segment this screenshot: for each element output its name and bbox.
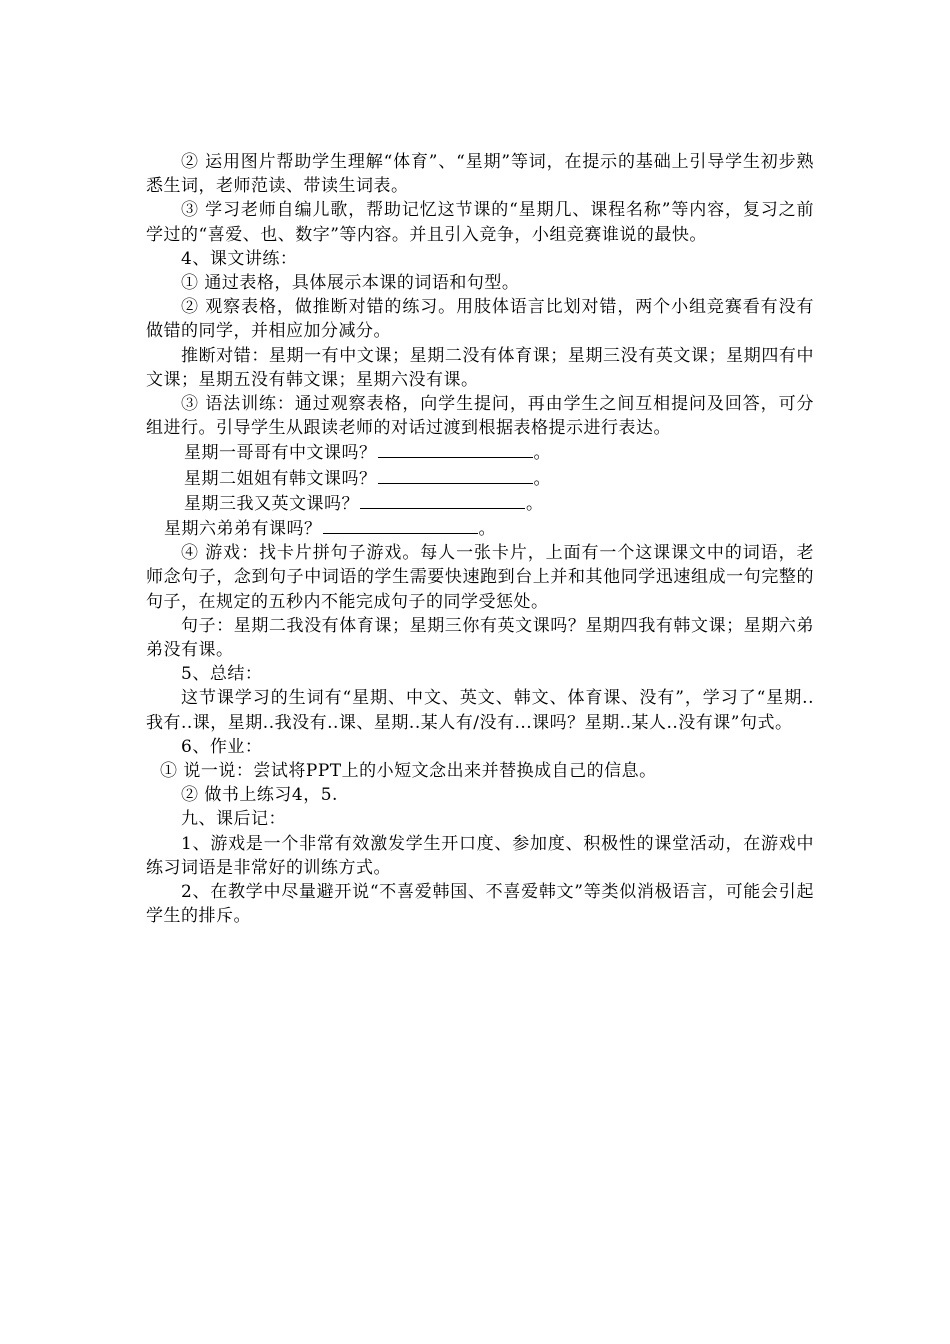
question-text: 星期一哥哥有中文课吗？ <box>184 443 377 464</box>
paragraph: 推断对错：星期一有中文课；星期二没有体育课；星期三没有英文课；星期四有中文课；星期五没有韩文课；星期六没有课。 <box>146 345 814 390</box>
question-line <box>146 491 814 516</box>
paragraph: ① 通过表格，具体展示本课的词语和句型。 <box>181 273 520 294</box>
question-line <box>146 440 814 465</box>
section-heading: 5、总结： <box>181 664 263 685</box>
question-end: 。 <box>533 443 551 464</box>
question-text: 星期三我又英文课吗？ <box>184 493 359 514</box>
paragraph: ② 运用图片帮助学生理解“体育”、“星期”等词，在提示的基础上引导学生初步熟悉生词，老师范读、带读生词表。 <box>146 152 814 197</box>
paragraph: 这节课学习的生词有“星期、中文、英文、韩文、体育课、没有”，学习了“星期..我有..课，星期..我没有..课、星期..某人有/没有...课吗？星期..某人..没有课”句式。 <box>146 688 814 733</box>
answer-blank <box>378 440 533 458</box>
document-body <box>146 150 814 929</box>
section-heading: 九、课后记： <box>181 809 286 830</box>
paragraph: ③ 学习老师自编儿歌，帮助记忆这节课的“星期几、课程名称”等内容，复习之前学过的“喜爱、也、数字”等内容。并且引入竞争，小组竞赛谁说的最快。 <box>146 200 814 245</box>
paragraph: ② 观察表格，做推断对错的练习。用肢体语言比划对错，两个小组竞赛看有没有做错的同学，并相应加分减分。 <box>146 297 814 342</box>
paragraph: 句子：星期二我没有体育课；星期三你有英文课吗？星期四我有韩文课；星期六弟弟没有课。 <box>146 615 814 661</box>
question-end: 。 <box>526 493 544 514</box>
section-heading: 6、作业： <box>181 736 263 757</box>
question-line <box>146 516 814 541</box>
section-heading: 4、课文讲练： <box>181 248 298 269</box>
paragraph: 2、在教学中尽量避开说“不喜爱韩国、不喜爱韩文”等类似消极语言，可能会引起学生的排斥。 <box>146 882 814 927</box>
answer-blank <box>378 466 533 484</box>
question-end: 。 <box>533 468 551 489</box>
paragraph: ③ 语法训练：通过观察表格，向学生提问，再由学生之间互相提问及回答，可分组进行。引导学生从跟读老师的对话过渡到根据表格提示进行表达。 <box>146 394 814 439</box>
homework-item: ② 做书上练习4，5. <box>181 785 338 806</box>
question-text: 星期六弟弟有课吗？ <box>164 519 322 540</box>
question-text: 星期二姐姐有韩文课吗？ <box>184 468 377 489</box>
paragraph: ④ 游戏：找卡片拼句子游戏。每人一张卡片，上面有一个这课课文中的词语，老师念句子，念到句子中词语的学生需要快速跑到台上并和其他同学迅速组成一句完整的句子，在规定的五秒内不能完成句子的同学受惩处。 <box>146 543 814 612</box>
question-line <box>146 466 814 491</box>
answer-blank <box>323 516 478 534</box>
paragraph: 1、游戏是一个非常有效激发学生开口度、参加度、积极性的课堂活动，在游戏中练习词语是非常好的训练方式。 <box>146 833 814 878</box>
question-end: 。 <box>478 519 496 540</box>
homework-item: ① 说一说：尝试将PPT上的小短文念出来并替换成自己的信息。 <box>160 761 657 782</box>
answer-blank <box>360 491 525 509</box>
